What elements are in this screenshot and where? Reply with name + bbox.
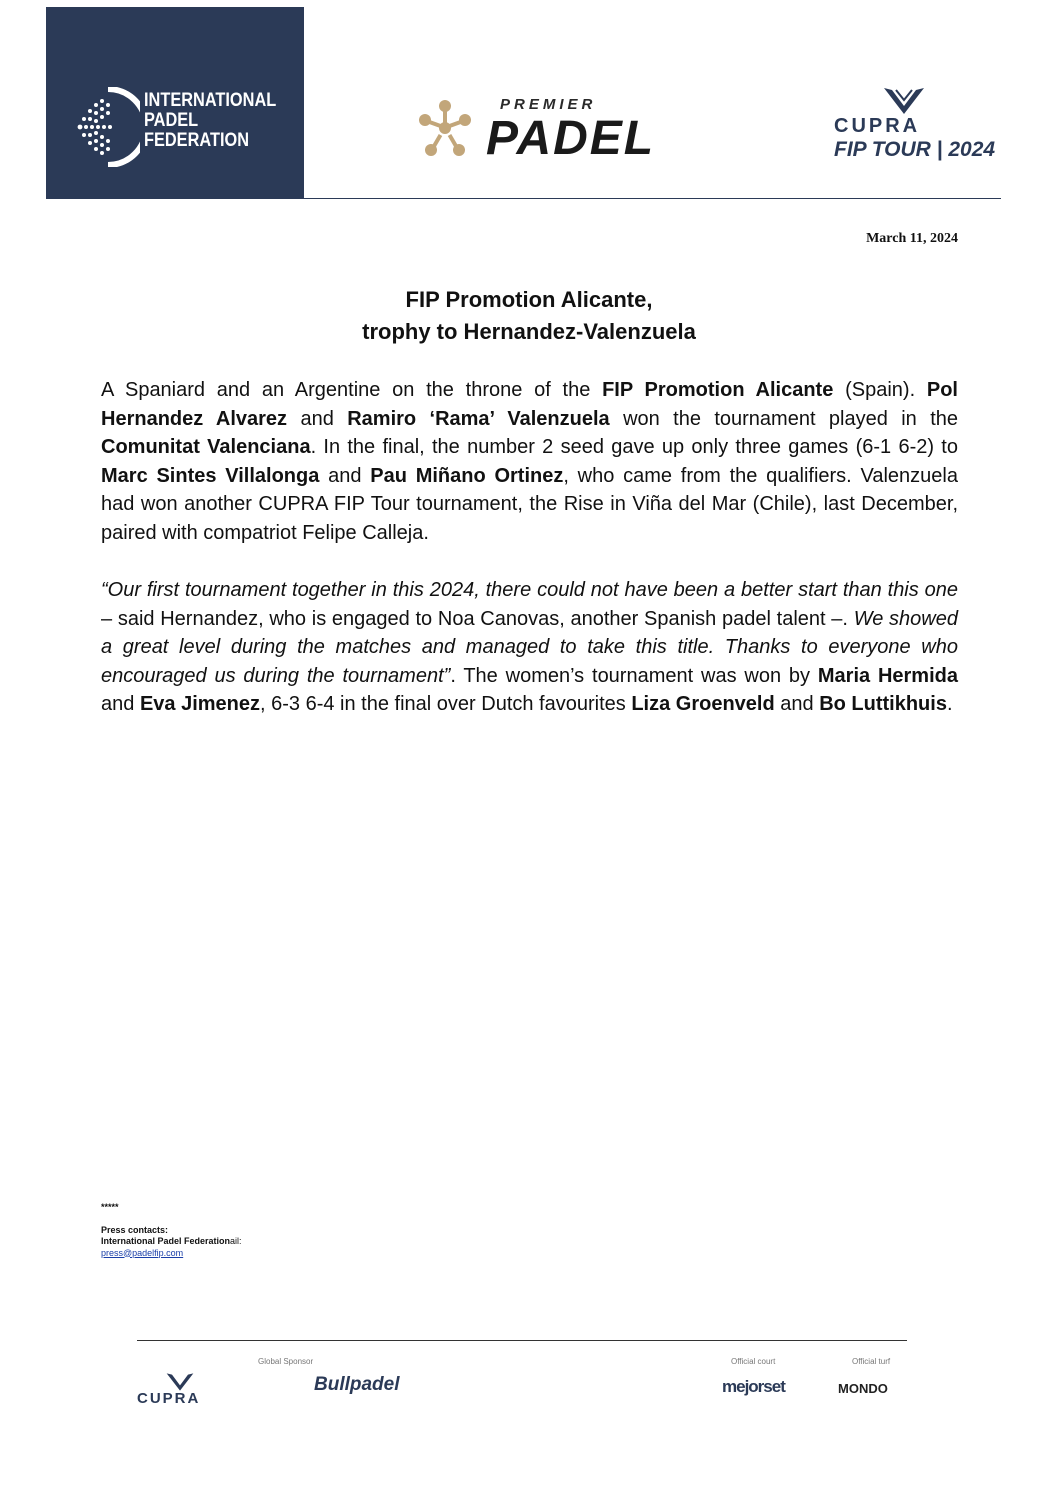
p1-text-3: and [287,407,348,430]
p2-bold-1: Maria Hermida [817,664,958,687]
p2-text-1: – said Hernandez, who is engaged to Noa Canovas, another Spanish padel talent –. [101,607,854,630]
cupra-logo-icon [882,86,926,116]
p1-text-7: , who came from the qualifiers. Valenzuela had won another CUPRA FIP Tour tournament, the Rise in Viña del Mar (Chile), last December, paired with compatriot Felipe Calleja. [101,464,958,544]
p2-quote-2: We showed a great level during the matches and managed to take this title. Thanks to everyone who encouraged us during the tournament” [101,607,958,687]
p2-text-3: and [101,693,140,716]
press-email-link[interactable]: press@padelfip.com [101,1247,184,1258]
page-title [100,284,958,348]
fip-tour-2024: FIP TOUR | 2024 [834,138,996,161]
p1-text-6: and [319,464,371,487]
body-paragraph-2 [101,576,958,719]
p1-text-4: won the tournament played in the [609,407,959,430]
ipf-line-1: INTERNATIONAL [144,90,277,111]
p1-text-1: A Spaniard and an Argentine on the throne of the [101,379,603,401]
ipf-line-2: PADEL [144,110,199,131]
p1-bold-2: Pol Hernandez Alvarez [101,379,958,430]
title-line-1: FIP Promotion Alicante, [405,287,653,312]
p2-text-2: . The women’s tournament was won by [450,664,818,687]
cupra-wordmark: CUPRA [834,115,921,137]
official-court-label: Official court [731,1357,776,1366]
cupra-footer-wordmark: CUPRA [137,1390,201,1407]
p2-bold-3: Liza Groenveld [631,693,775,716]
ipf-line-3: FEDERATION [144,130,250,151]
padel-wordmark: PADEL [486,112,656,165]
p2-bold-4: Bo Luttikhuis [819,693,947,716]
ipf-logo-block [46,7,304,198]
p1-text-5: . In the final, the number 2 seed gave up only three games (6-1 6-2) to [310,436,958,459]
press-contacts-label: Press contacts: [101,1224,169,1235]
header-divider [46,198,1001,199]
p2-text-4: , 6-3 6-4 in the final over Dutch favourites [260,693,632,716]
cupra-footer-icon [165,1372,195,1392]
footer-divider [137,1340,907,1341]
p1-bold-4: Comunitat Valenciana [101,436,311,459]
bullpadel-logo: Bullpadel [314,1374,400,1395]
ipf-racket-icon [76,87,140,167]
release-date: March 11, 2024 [866,231,958,246]
p1-text-2: (Spain). [833,379,927,401]
global-sponsor-label: Global Sponsor [258,1357,314,1366]
press-email-suffix: ail: [230,1236,242,1246]
ipf-wordmark [144,91,276,151]
separator-stars: ***** [101,1202,119,1212]
mondo-logo: MONDO [838,1381,888,1396]
p1-bold-3: Ramiro ‘Rama’ Valenzuela [347,407,610,430]
p2-bold-2: Eva Jimenez [139,693,261,716]
official-turf-label: Official turf [852,1357,891,1366]
p1-bold-6: Pau Miñano Ortinez [370,464,564,487]
title-line-2: trophy to Hernandez-Valenzuela [362,319,696,344]
p1-bold-5: Marc Sintes Villalonga [101,464,320,487]
press-org: International Padel Federation [101,1236,231,1246]
mejorset-logo: mejorset [722,1377,785,1396]
premier-label: PREMIER [500,96,597,113]
p2-text-6: . [946,693,953,716]
p2-quote-1: “Our first tournament together in this 2024, there could not have been a better start than this one [101,579,958,601]
press-contacts [101,1202,242,1259]
p2-text-5: and [774,693,820,716]
p1-bold-1: FIP Promotion Alicante [602,379,834,401]
body-paragraph-1 [101,376,958,548]
premier-padel-flower-icon [413,98,477,162]
